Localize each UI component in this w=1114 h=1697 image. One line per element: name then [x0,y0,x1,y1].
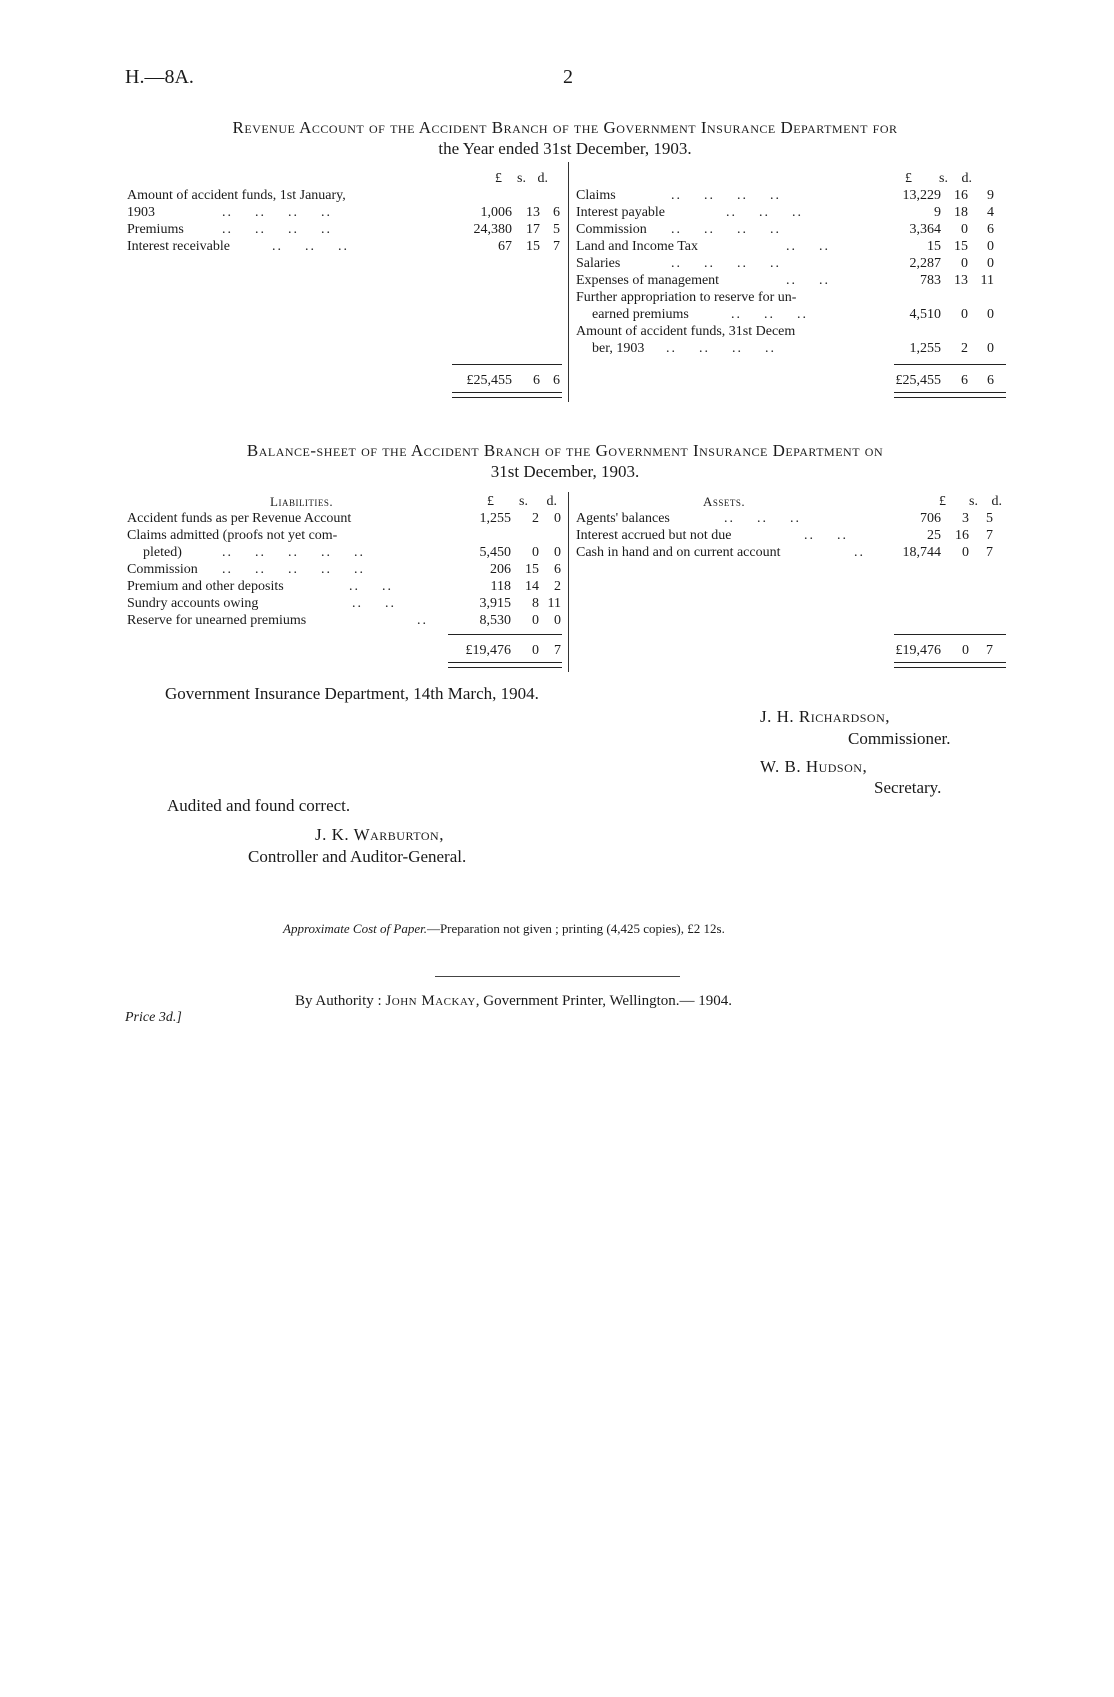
revenue-right-row: Expenses of management .. .. 783 13 11 [576,273,994,288]
asset-row: Agents' balances .. .. .. 706 3 5 [576,511,993,526]
balance-left-double-rule [448,662,562,668]
revenue-right-col-heads: £ s. d. [905,171,972,186]
revenue-title-line2: the Year ended 31st December, 1903. [438,139,692,158]
revenue-left-row: 1903 .. .. .. .. 1,006 13 6 [127,205,560,220]
liability-row: Sundry accounts owing .. .. 3,915 8 11 [127,596,561,611]
liability-row: Premium and other deposits .. .. 118 14 2 [127,579,561,594]
revenue-right-row: Amount of accident funds, 31st Decem [576,324,796,339]
page-number: 2 [563,66,573,88]
revenue-left-row: Interest receivable .. .. .. 67 15 7 [127,239,560,254]
balance-sheet-table [0,0,1114,680]
balance-divider [568,492,569,672]
asset-row: Interest accrued but not due .. .. 25 16 7 [576,528,993,543]
revenue-right-row: Further appropriation to reserve for un- [576,290,797,305]
price-note: Price 3d.] [125,1010,182,1025]
liability-row: Commission .. .. .. .. .. 206 15 6 [127,562,561,577]
asset-row: Cash in hand and on current account .. 18,744 0 7 [576,545,993,560]
revenue-left-row: Amount of accident funds, 1st January, [127,188,346,203]
liability-row: pleted) .. .. .. .. .. 5,450 0 0 [143,545,561,560]
revenue-right-row: Commission .. .. .. .. 3,364 0 6 [576,222,994,237]
balance-right-total-rule [894,634,1006,635]
liabilities-heading: Liabilities. [270,494,334,509]
liability-row: Claims admitted (proofs not yet com- [127,528,338,543]
revenue-right-row: Interest payable .. .. .. 9 18 4 [576,205,994,220]
revenue-left-col-heads: £ s. d. [495,171,548,186]
liability-row: Accident funds as per Revenue Account 1,255 2 0 [127,511,561,526]
footer-rule [435,976,680,977]
balance-left-total: £19,476 0 7 [465,643,561,658]
assets-heading: Assets. [703,494,746,509]
balance-left-col-heads: £ s. d. [487,494,557,509]
balance-right-double-rule [894,662,1006,668]
signatory-warburton: J. K. Warburton, [315,825,444,844]
revenue-right-row: Claims .. .. .. .. 13,229 16 9 [576,188,994,203]
balance-right-col-heads: £ s. d. [939,494,1002,509]
balance-right-total: £19,476 0 7 [895,643,993,658]
revenue-title: Revenue Account of the Accident Branch of the Government Insurance Department for [232,118,898,137]
document-reference: H.—8A. [125,66,194,88]
balance-left-total-rule [448,634,562,635]
liability-row: Reserve for unearned premiums .. 8,530 0 0 [127,613,561,628]
title-controller: Controller and Auditor-General. [248,847,467,866]
revenue-right-total: £25,455 6 6 [895,373,994,388]
signatory-hudson: W. B. Hudson, [760,757,868,776]
revenue-right-row: Land and Income Tax .. .. 15 15 0 [576,239,994,254]
approximate-cost-note: Approximate Cost of Paper.—Preparation not given ; printing (4,425 copies), £2 12s. [283,921,725,936]
title-commissioner: Commissioner. [848,729,951,748]
department-date-line: Government Insurance Department, 14th March, 1904. [165,684,539,703]
revenue-right-row: ber, 1903 .. .. .. .. 1,255 2 0 [592,341,994,356]
balance-title-line2: 31st December, 1903. [490,462,640,481]
signatory-richardson: J. H. Richardson, [760,707,890,726]
revenue-left-row: Premiums .. .. .. .. 24,380 17 5 [127,222,560,237]
revenue-right-row: Salaries .. .. .. .. 2,287 0 0 [576,256,994,271]
title-secretary: Secretary. [874,778,942,797]
printer-imprint: By Authority : John Mackay, Government Printer, Wellington.— 1904. [295,993,733,1009]
revenue-right-row: earned premiums .. .. .. 4,510 0 0 [592,307,994,322]
revenue-left-total: £25,455 6 6 [466,373,560,388]
audit-statement: Audited and found correct. [167,796,351,815]
balance-title: Balance-sheet of the Accident Branch of the Government Insurance Department on [246,441,884,460]
